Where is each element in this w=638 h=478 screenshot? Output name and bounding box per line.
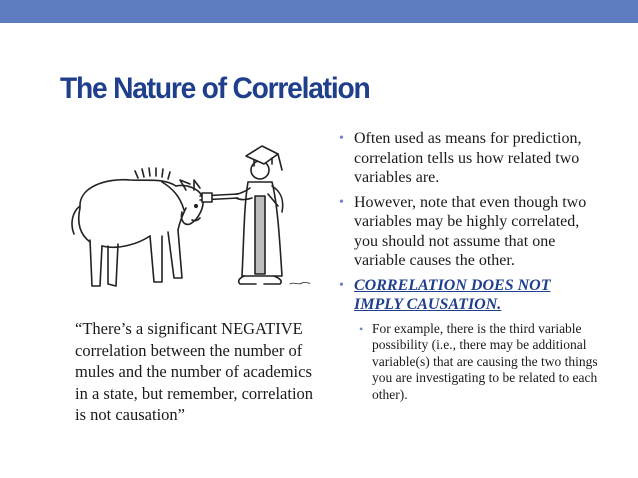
slide-title: The Nature of Correlation — [60, 72, 370, 105]
bullet-item: • Often used as means for prediction, correlation tells us how related two variables are. — [338, 129, 600, 188]
bullet-item-emphasis — [338, 276, 600, 404]
mule-and-academic-cartoon-icon — [68, 136, 316, 296]
top-accent-bar — [0, 0, 638, 23]
sub-bullet-list — [354, 321, 600, 404]
cartoon-caption-quote: “There’s a significant NEGATIVE correlation between the number of mules and the number of academics in a state, but remember, correlation is not causation” — [75, 319, 314, 424]
emphasis-text: CORRELATION DOES NOT IMPLY CAUSATION. — [354, 276, 551, 313]
bullet-item: • However, note that even though two variables may be highly correlated, you should not assume that one variable causes the other. — [338, 193, 600, 271]
sub-bullet-item: • For example, there is the third variable possibility (i.e., there may be additional variable(s) that are causing the two things you are investigating to be related to each other). — [354, 321, 600, 404]
bullet-list — [338, 129, 600, 408]
